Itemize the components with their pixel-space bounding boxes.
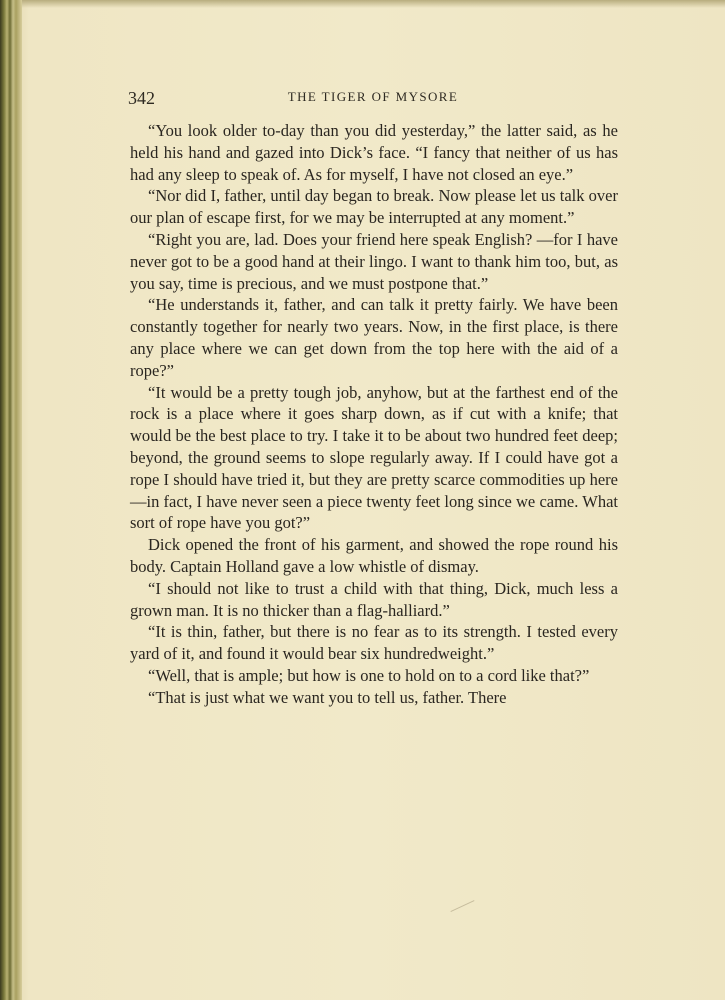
paragraph: “You look older to-day than you did yesterday,” the latter said, as he held his hand and gazed into Dick’s face. “I fancy that neither of us has had any sleep to speak of. As for myself, I have not closed an eye.”	[130, 121, 618, 184]
page-number: 342	[128, 88, 155, 108]
page-body	[130, 120, 618, 709]
paragraph: Dick opened the front of his garment, and showed the rope round his body. Captain Holland gave a low whistle of dismay.	[130, 535, 618, 576]
book-binding	[0, 0, 22, 1000]
running-title: THE TIGER OF MYSORE	[287, 89, 459, 104]
paragraph: “Well, that is ample; but how is one to hold on to a cord like that?”	[148, 665, 590, 685]
page-shadow	[22, 0, 725, 8]
paragraph: “I should not like to trust a child with that thing, Dick, much less a grown man. It is no thicker than a flag-halliard.”	[130, 578, 618, 620]
page-smudge	[450, 900, 479, 923]
page-header	[128, 88, 618, 108]
paragraph: “He understands it, father, and can talk it pretty fairly. We have been constantly together for nearly two years. Now, in the first place, is there any place where we can get down from the top here with the aid of a rope?”	[130, 295, 618, 380]
paragraph: “That is just what we want you to tell us, father. There	[148, 687, 507, 707]
paragraph: “It would be a pretty tough job, anyhow, but at the farthest end of the rock is a place where it goes sharp down, as if cut with a knife; that would be the best place to try. I take it to be about two hundred feet deep; beyond, the ground seems to slope regularly away. If I could have got a rope I should have tried it, but they are pretty scarce commodities up here—in fact, I have never seen a piece twenty feet long since we came. What sort of rope have you got?”	[130, 382, 618, 533]
paragraph: “It is thin, father, but there is no fear as to its strength. I tested every yard of it, and found it would bear six hundredweight.”	[130, 622, 618, 664]
paragraph: “Right you are, lad. Does your friend here speak English? —for I have never got to be a good hand at their lingo. I want to thank him too, but, as you say, time is precious, and we must postpone that.”	[130, 229, 618, 293]
paragraph: “Nor did I, father, until day began to break. Now please let us talk over our plan of escape first, for we may be interrupted at any moment.”	[130, 186, 618, 228]
